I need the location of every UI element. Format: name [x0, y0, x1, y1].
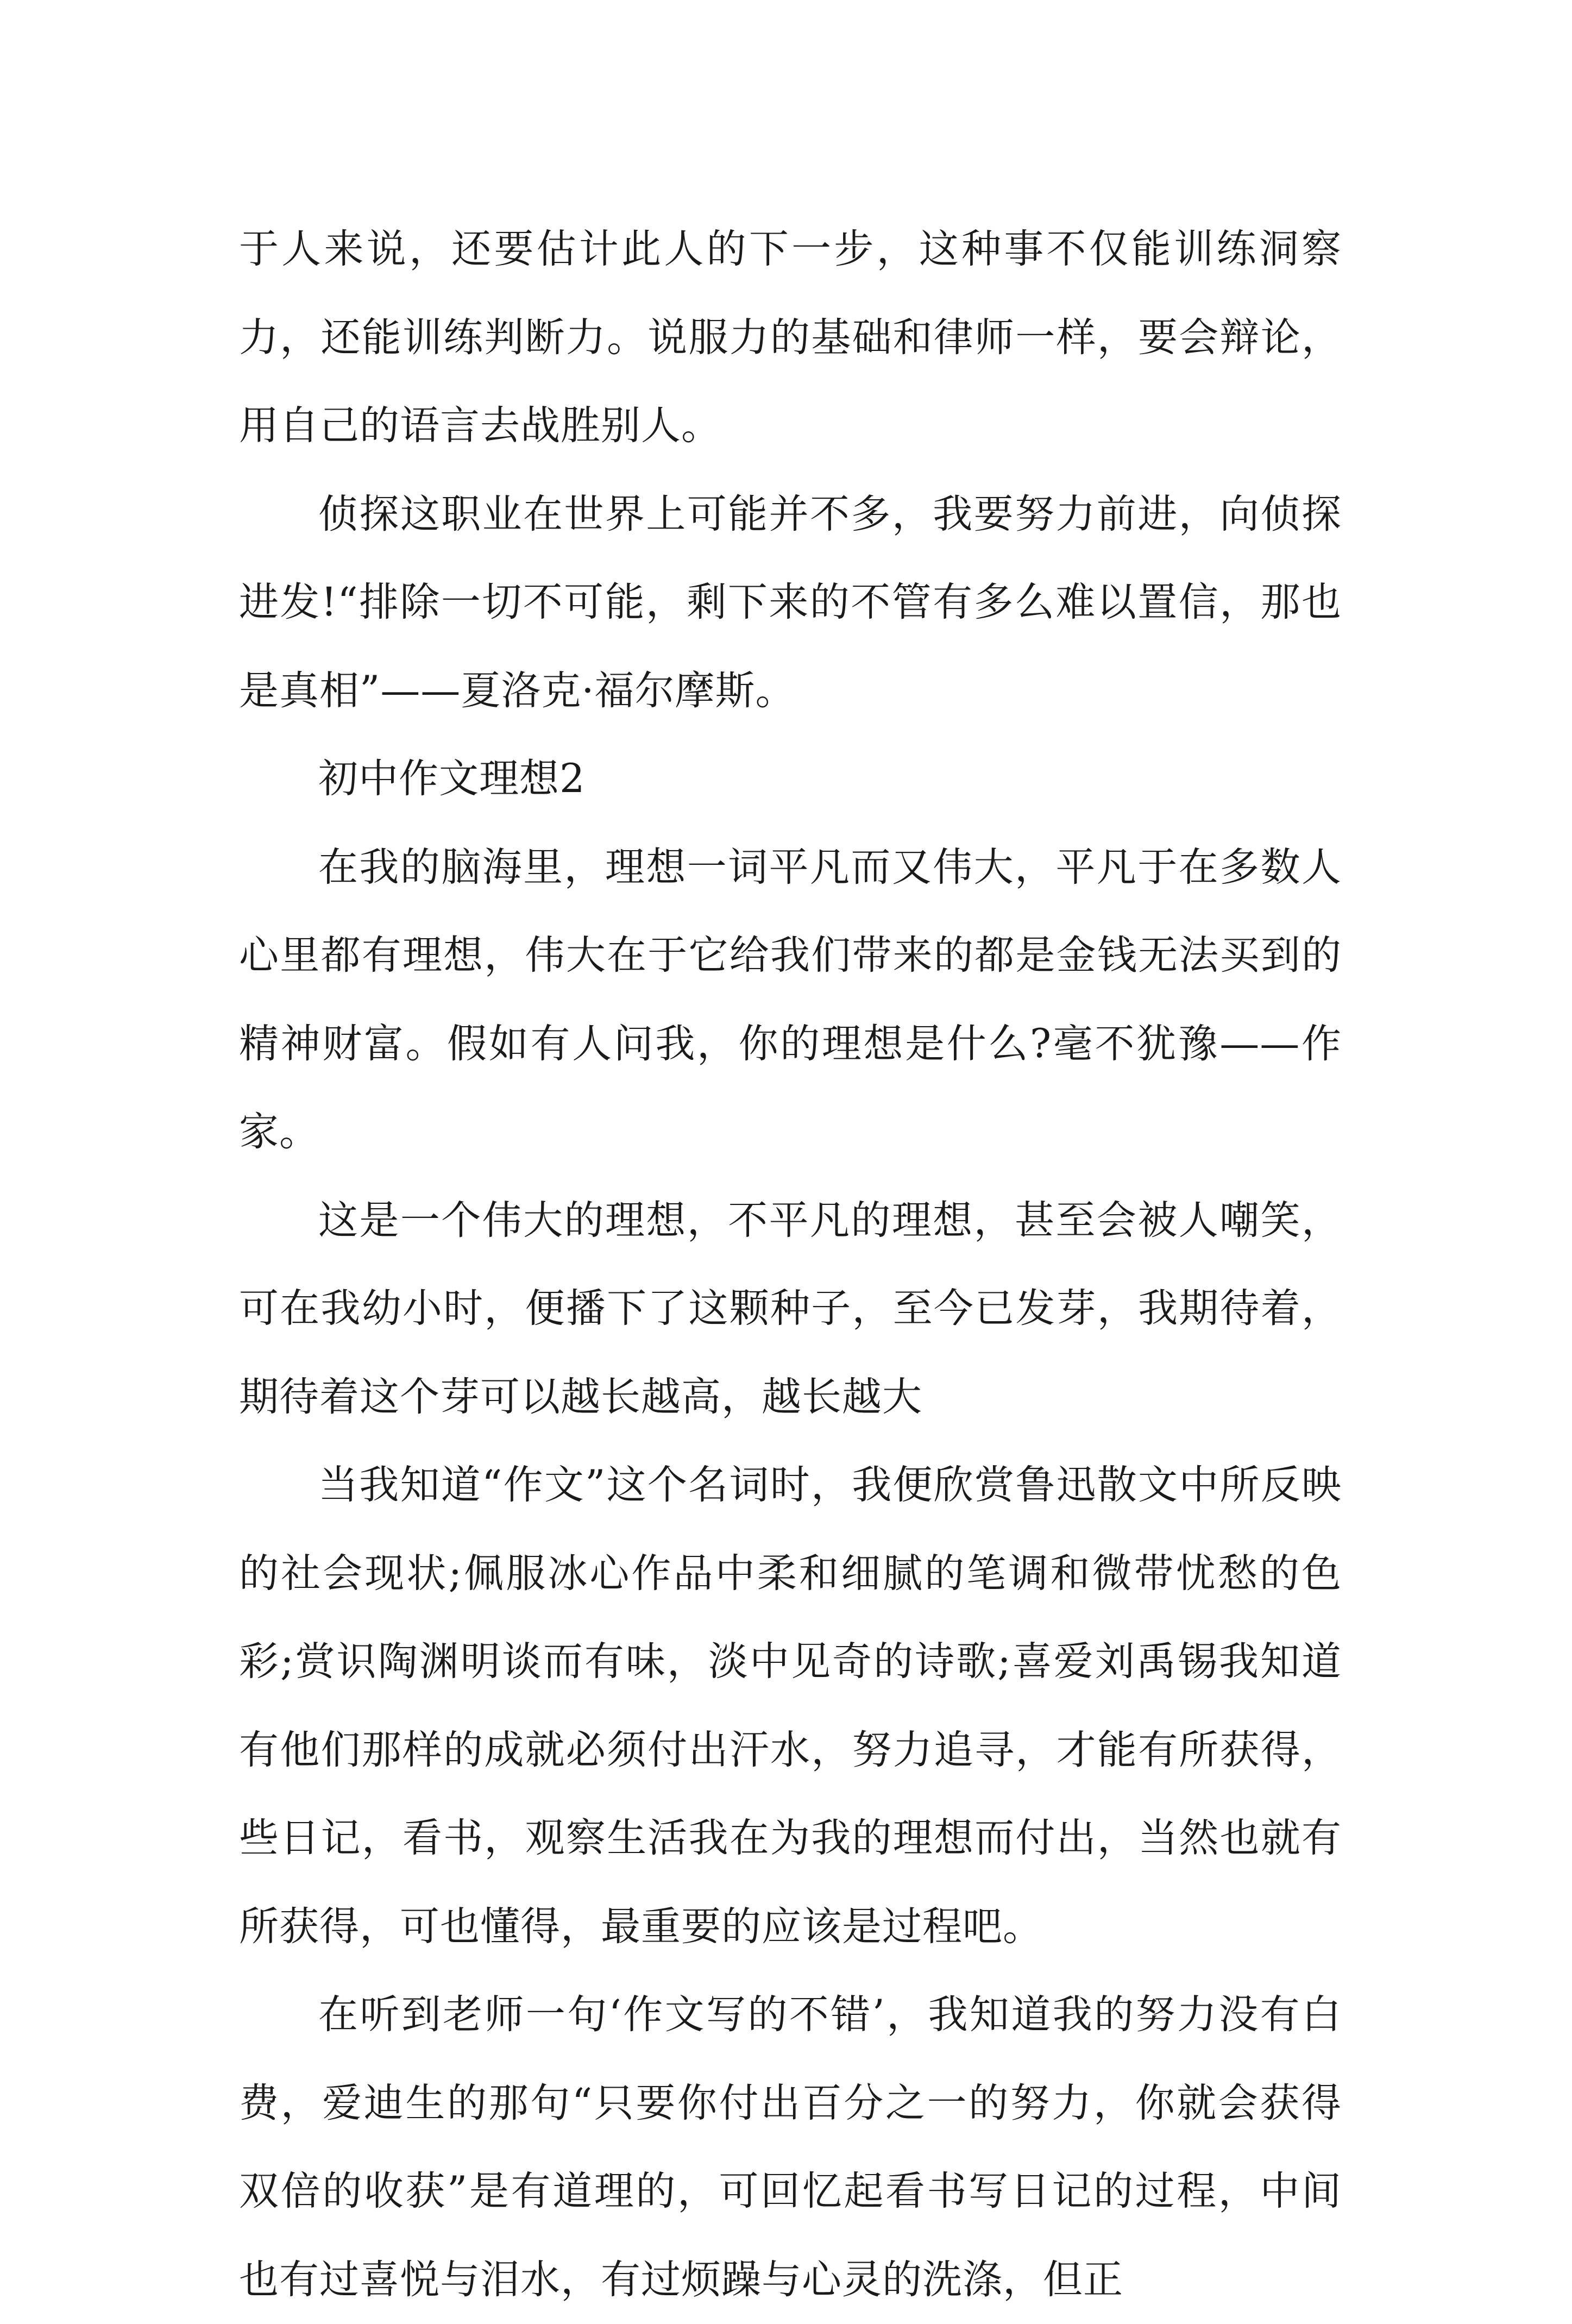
paragraph-teacher-praise: 在听到老师一句‘作文写的不错’，我知道我的努力没有白费，爱迪生的那句“只要你付出百分之一的努力，你就会获得双倍的收获”是有道理的，可回忆起看书写日记的过程，中间也有过喜悦与泪水，有过烦躁与心灵的洗涤，但正 [239, 1992, 1342, 2303]
essay-heading: 初中作文理想2 [318, 756, 586, 802]
paragraph-continuation: 于人来说，还要估计此人的下一步，这种事不仅能训练洞察力，还能训练判断力。说服力的基础和律师一样，要会辩论，用自己的语言去战胜别人。 [239, 226, 1342, 449]
paragraph-great-ideal: 这是一个伟大的理想，不平凡的理想，甚至会被人嘲笑，可在我幼小时，便播下了这颗种子，至今已发芽，我期待着，期待着这个芽可以越长越高，越长越大 [239, 1197, 1342, 1420]
paragraph-ideal-intro: 在我的脑海里，理想一词平凡而又伟大，平凡于在多数人心里都有理想，伟大在于它给我们带来的都是金钱无法买到的精神财富。假如有人问我，你的理想是什么?毫不犹豫——作家。 [239, 844, 1342, 1155]
paragraph-detective: 侦探这职业在世界上可能并不多，我要努力前进，向侦探进发!“排除一切不可能，剩下来的不管有多么难以置信，那也是真相”——夏洛克·福尔摩斯。 [239, 491, 1342, 714]
document-body [239, 205, 1342, 2324]
paragraph-writing: 当我知道“作文”这个名词时，我便欣赏鲁迅散文中所反映的社会现状;佩服冰心作品中柔和细腻的笔调和微带忧愁的色彩;赏识陶渊明谈而有味，淡中见奇的诗歌;喜爱刘禹锡我知道有他们那样的成就必须付出汗水，努力追寻，才能有所获得，些日记，看书，观察生活我在为我的理想而付出，当然也就有所获得，可也懂得，最重要的应该是过程吧。 [239, 1462, 1342, 1950]
